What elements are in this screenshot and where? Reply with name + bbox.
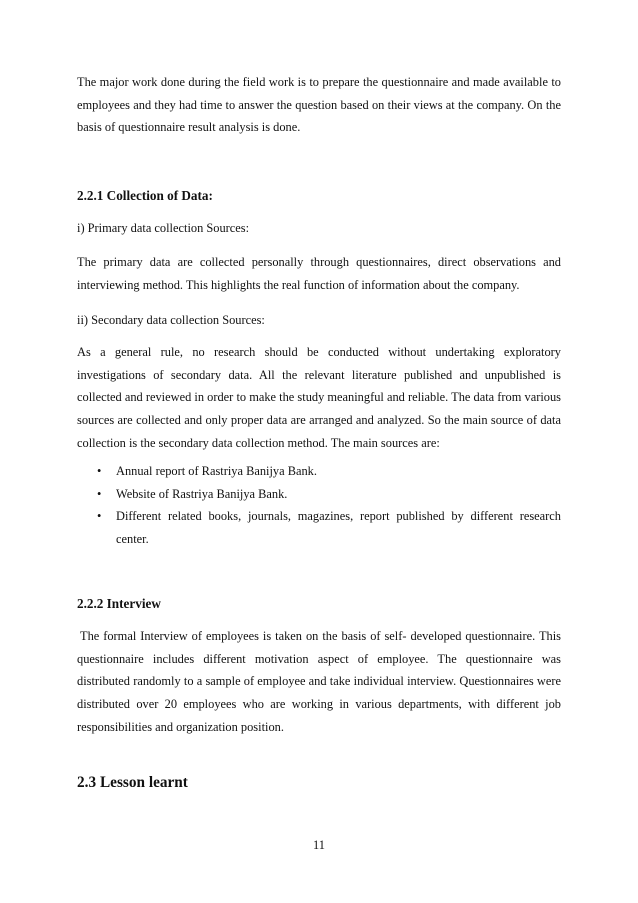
intro-paragraph: The major work done during the field work is to prepare the questionnaire and made available to employees and they had time to answer the question based on their views at the company. On the basis of questionnaire result analysis is done. bbox=[77, 75, 561, 135]
interview-heading: 2.2.2 Interview bbox=[77, 596, 161, 611]
bullet-icon: • bbox=[97, 509, 102, 524]
data-sources-list bbox=[77, 460, 561, 551]
lesson-learnt-heading: 2.3 Lesson learnt bbox=[77, 774, 188, 791]
list-item-text: Website of Rastriya Banijya Bank. bbox=[116, 486, 288, 501]
list-item-text: Different related books, journals, magazines, report published by different research center. bbox=[116, 509, 561, 547]
secondary-sources-label: ii) Secondary data collection Sources: bbox=[77, 313, 265, 327]
primary-sources-label: i) Primary data collection Sources: bbox=[77, 221, 250, 235]
list-item-text: Annual report of Rastriya Banijya Bank. bbox=[116, 464, 317, 478]
list-item bbox=[77, 483, 561, 506]
bullet-icon: • bbox=[97, 486, 102, 501]
secondary-data-paragraph: As a general rule, no research should be conducted without undertaking exploratory investigations of secondary data. All the relevant literature published and unpublished is collected and reviewed in order to make the study meaningful and reliable. The data from various sources are collected and only proper data are arranged and analyzed. So the main source of data collection is the secondary data collection method. The main sources are: bbox=[77, 345, 561, 450]
collection-of-data-heading: 2.2.1 Collection of Data: bbox=[77, 188, 213, 203]
interview-paragraph: The formal Interview of employees is taken on the basis of self- developed questionnaire. This questionnaire includes different motivation aspect of employee. The questionnaire was distributed randomly to a sample of employee and take individual interview. Questionnaires were distributed over 20 employees who are working in various departments, with different job responsibilities and organization position. bbox=[77, 629, 561, 734]
primary-data-paragraph: The primary data are collected personally through questionnaires, direct observations and interviewing method. This highlights the real function of information about the company. bbox=[77, 255, 561, 292]
bullet-icon: • bbox=[97, 464, 102, 478]
list-item bbox=[77, 505, 561, 550]
list-item bbox=[77, 460, 561, 483]
page-number: 11 bbox=[313, 838, 325, 852]
